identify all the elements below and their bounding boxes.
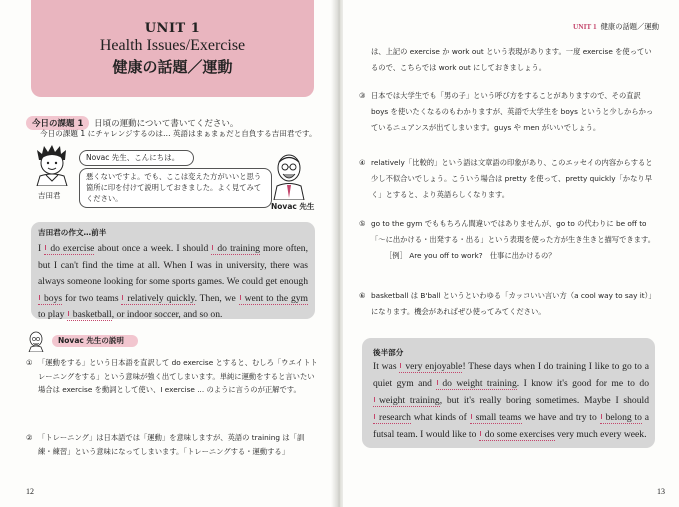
essay-first-half-box — [31, 222, 315, 319]
correction-mark-11: small teams — [470, 412, 522, 424]
student-illustration — [33, 144, 71, 186]
advice-text: 「運動をする」という日本語を直訳して do exercise とすると、むしろ「ウエイトトレーニングをする」という意味が強く出てしまいます。単純に運動をすると言いたい場合は exercise を動詞として使い、I exercise ... のように言うのが正解です。 — [38, 358, 318, 395]
teacher-speech-bubble: 悪くないですよ。でも、ここは変えた方がいいと思う箇所に印を付けて説明しておきました。よく見てみてください。 — [79, 168, 272, 208]
page-number-left: 12 — [26, 487, 34, 496]
correction-mark-9: weight training — [373, 395, 440, 407]
essay-text-segment: , or indoor soccer, and so on. — [111, 309, 223, 320]
student-speech-bubble: Novac 先生、こんにちは。 — [79, 150, 194, 166]
essay-text-segment: a futsal team. I would like to — [373, 412, 649, 440]
note-example: ［例］ Are you off to work? 仕事に出かけるの？ — [385, 251, 556, 260]
teacher-illustration — [268, 150, 310, 200]
advice-item-1 — [26, 356, 318, 397]
essay-text-segment: very much every week. — [554, 429, 647, 440]
note-item-3 — [359, 88, 657, 136]
essay-text-segment: I — [38, 243, 45, 254]
unit-title-english: Health Issues/Exercise — [99, 37, 246, 54]
unit-label: UNIT 1 — [144, 21, 201, 36]
continuation-paragraph — [359, 44, 657, 76]
correction-mark-6: basketball — [67, 309, 112, 321]
note-item-5 — [359, 216, 657, 264]
note-text: relatively「比較的」という語は文章語の印象があり、このエッセイの内容からすると少し不似合いでしょう。こういう場合は pretty を使って、pretty quickly「かなり早く」とすると、より英語らしくなります。 — [371, 158, 653, 199]
note-number: ⑤ — [359, 219, 366, 228]
advice-number: ② — [26, 433, 33, 442]
running-head — [573, 22, 659, 32]
running-head-title: 健康の話題／運動 — [600, 22, 659, 31]
task-text: 日頃の運動について書いてください。 — [94, 119, 239, 129]
essay-text-segment: more often, but I can't find the time at all. When I was in university, there was always someone looking for some sports games. We could get enough — [38, 243, 308, 287]
essay-heading: 吉田君の作文…前半 — [38, 228, 107, 237]
correction-mark-4: relatively quickly — [121, 293, 194, 305]
essay-text-segment: to play — [38, 309, 67, 320]
essay-text-segment: ! These days when I do training I like to go to a quiet gym and — [373, 361, 650, 389]
note-text: basketball は B'ball というといわゆる「カッコいい言い方（a cool way to say it）」になります。機会があればぜひ使ってみてください。 — [371, 291, 656, 316]
note-item-4 — [359, 155, 657, 203]
essay-second-half-box — [362, 338, 655, 448]
correction-mark-13: do some exercises — [479, 429, 555, 441]
teacher-name: Novac 先生 — [271, 202, 315, 211]
note-item-6 — [359, 288, 657, 320]
correction-mark-2: do training — [211, 243, 260, 255]
continuation-text: は、上記の exercise か work out という表現があります。一度 exercise を使っているので、こちらでは work out にしておきましょう。 — [371, 47, 652, 72]
correction-mark-5: went to the gym — [239, 293, 308, 305]
student-name: 吉田君 — [38, 191, 61, 200]
second-half-heading: 後半部分 — [373, 348, 404, 357]
essay-text-segment: what kinds of — [410, 412, 470, 423]
essay-text-segment: . I know it's good for me to do — [516, 378, 649, 389]
advice-number: ① — [26, 358, 33, 367]
note-text: 日本では大学生でも「男の子」という呼び方をすることがありますので、その直訳 boys を使いたくなるのもわかりますが、英語で大学生を boys というと少しからかっているニュアンスが出てしまいます。guys や men がいいでしょう。 — [371, 91, 654, 132]
note-number: ④ — [359, 158, 366, 167]
note-text: go to the gym でももちろん間違いではありませんが、go to の代わりに be off to「～に出かける・出発する・出る」という表現を使った方が生き生きと描写できます。 — [371, 219, 655, 244]
correction-mark-1: do exercise — [44, 243, 94, 255]
task-intro: 今日の課題 1 にチャレンジするのは… 英語はまぁまぁだと自負する吉田君です。 — [40, 129, 317, 138]
correction-mark-3: boys — [38, 293, 62, 305]
correction-mark-12: belong to — [600, 412, 642, 424]
teacher-small-icon — [26, 330, 46, 352]
note-number: ③ — [359, 91, 366, 100]
essay-text-segment: , but it's really boring sometimes. Maybe I should — [439, 395, 649, 406]
note-number: ⑥ — [359, 291, 366, 300]
correction-mark-10: research — [373, 412, 411, 424]
left-page — [0, 0, 337, 507]
correction-mark-8: do weight training — [436, 378, 516, 390]
unit-title-japanese: 健康の話題／運動 — [112, 58, 233, 76]
advice-item-2 — [26, 431, 318, 458]
essay-text-segment: . Then, we — [194, 292, 239, 304]
essay-text-segment: about once a week. I should — [94, 243, 212, 254]
right-page — [343, 0, 679, 507]
running-head-unit: UNIT 1 — [573, 22, 597, 31]
essay-text-segment: we have and try to — [521, 412, 600, 423]
essay-text-segment: It was — [373, 361, 400, 372]
essay-text — [38, 241, 308, 324]
correction-mark-7: very enjoyable — [399, 361, 462, 373]
advice-tag: Novac 先生の説明 — [52, 335, 138, 347]
page-number-right: 13 — [657, 487, 665, 496]
essay-text-segment: for two teams — [62, 292, 122, 304]
advice-text: 「トレーニング」は日本語では「運動」を意味しますが、英語の training は「訓練・練習」という意味になってしまいます。「トレーニングする・運動する」 — [38, 433, 305, 456]
second-half-essay-text — [373, 358, 649, 443]
task-tag: 今日の課題 1 — [26, 116, 89, 130]
unit-title-box — [31, 0, 314, 97]
